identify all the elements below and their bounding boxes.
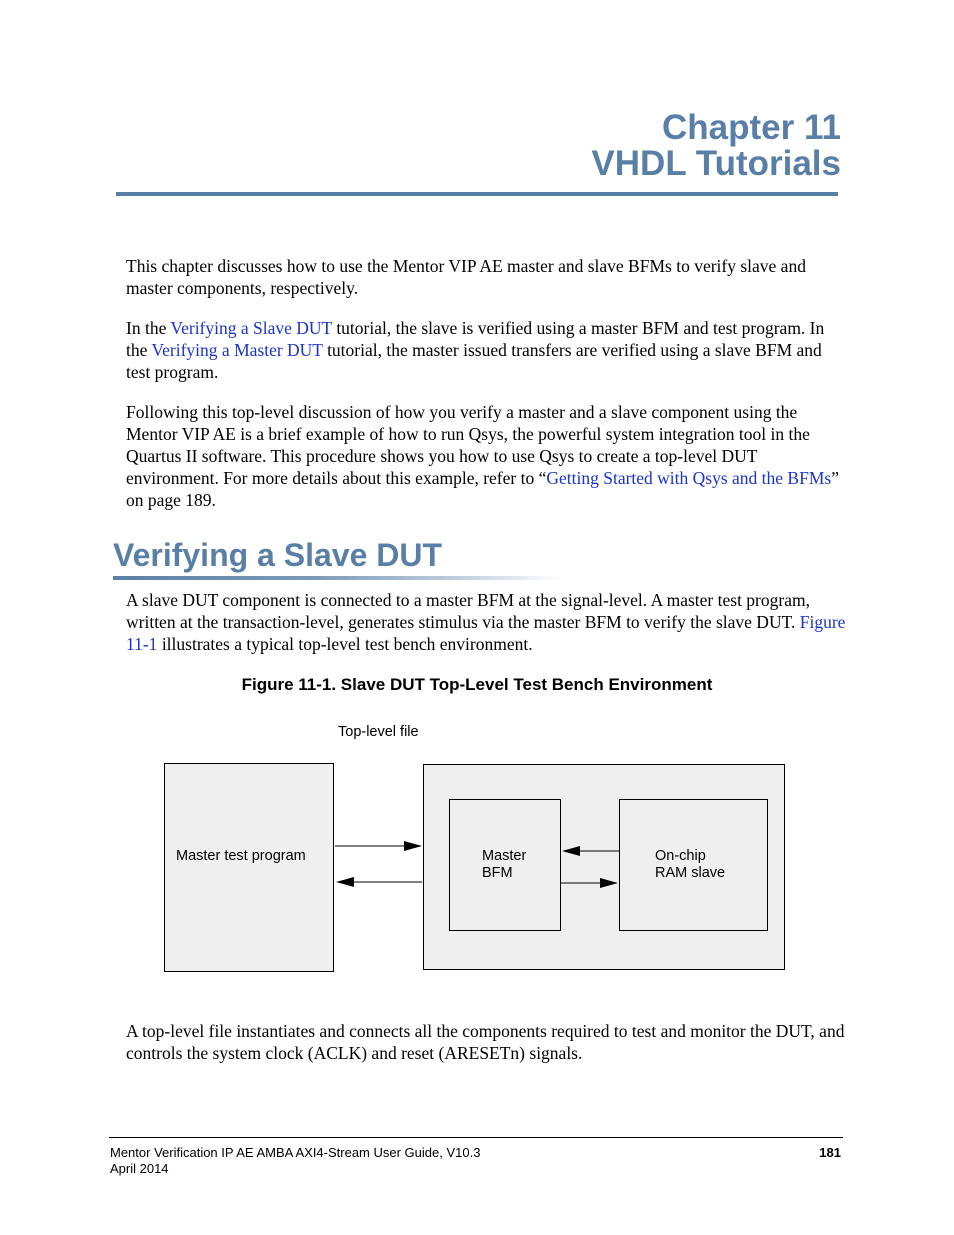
footer-date: April 2014 — [110, 1161, 169, 1176]
intro-paragraph-1: This chapter discusses how to use the Mentor VIP AE master and slave BFMs to verify slave and master components, respectively. — [126, 256, 806, 298]
arrow-slave-to-bfm-head — [562, 846, 580, 856]
master-bfm-label-line-1: Master — [482, 848, 527, 864]
section-p1-text-2: illustrates a typical top-level test bench environment. — [157, 634, 533, 654]
chapter-name: VHDL Tutorials — [591, 144, 841, 183]
ram-slave-label-line-1: On-chip — [655, 848, 706, 864]
master-test-program-label: Master test program — [176, 848, 306, 864]
arrow-bfm-to-program-head — [336, 877, 354, 887]
footer-page-number: 181 — [819, 1145, 841, 1160]
intro-p3-text-2: ” on page 189. — [126, 468, 839, 510]
section-p1-text-1: A slave DUT component is connected to a master BFM at the signal-level. A master test program, written at the transaction-level, generates stimulus via the master BFM to verify the slave DUT. — [126, 590, 810, 632]
intro-p2-text-1: In the — [126, 318, 171, 338]
section-heading: Verifying a Slave DUT — [113, 537, 443, 573]
footer-doc-title: Mentor Verification IP AE AMBA AXI4-Stream User Guide, V10.3 — [110, 1145, 481, 1160]
ram-slave-label-line-2: RAM slave — [655, 865, 726, 881]
intro-p2-text-2: tutorial, the slave is verified using a master BFM and test program. In the — [126, 318, 825, 360]
link-figure-11-1[interactable]: Figure 11-1 — [126, 612, 846, 654]
link-verifying-master-dut[interactable]: Verifying a Master DUT — [151, 340, 323, 360]
link-verifying-slave-dut[interactable]: Verifying a Slave DUT — [170, 318, 332, 338]
chapter-number: Chapter 11 — [662, 108, 841, 147]
section-paragraph-2: A top-level file instantiates and connects all the components required to test and monitor the DUT, and controls the system clock (ACLK) and reset (ARESETn) signals. — [126, 1021, 845, 1063]
master-bfm-label-line-2: BFM — [482, 865, 513, 881]
footer-rule — [109, 1137, 843, 1138]
top-level-file-label: Top-level file — [338, 724, 419, 740]
intro-p3-text-1: Following this top-level discussion of how you verify a master and a slave component using the Mentor VIP AE is a brief example of how to run Qsys, the powerful system integration tool in the Quartus II software. This procedure shows you how to use Qsys to create a top-level DUT environment. For more details about this example, refer to “ — [126, 402, 810, 488]
arrow-program-to-bfm-head — [404, 841, 422, 851]
link-getting-started-qsys[interactable]: Getting Started with Qsys and the BFMs — [546, 468, 832, 488]
arrow-bfm-to-slave-head — [600, 878, 618, 888]
intro-p2-text-3: tutorial, the master issued transfers are verified using a slave BFM and test program. — [126, 340, 822, 382]
figure-caption: Figure 11-1. Slave DUT Top-Level Test Bench Environment — [241, 675, 713, 694]
